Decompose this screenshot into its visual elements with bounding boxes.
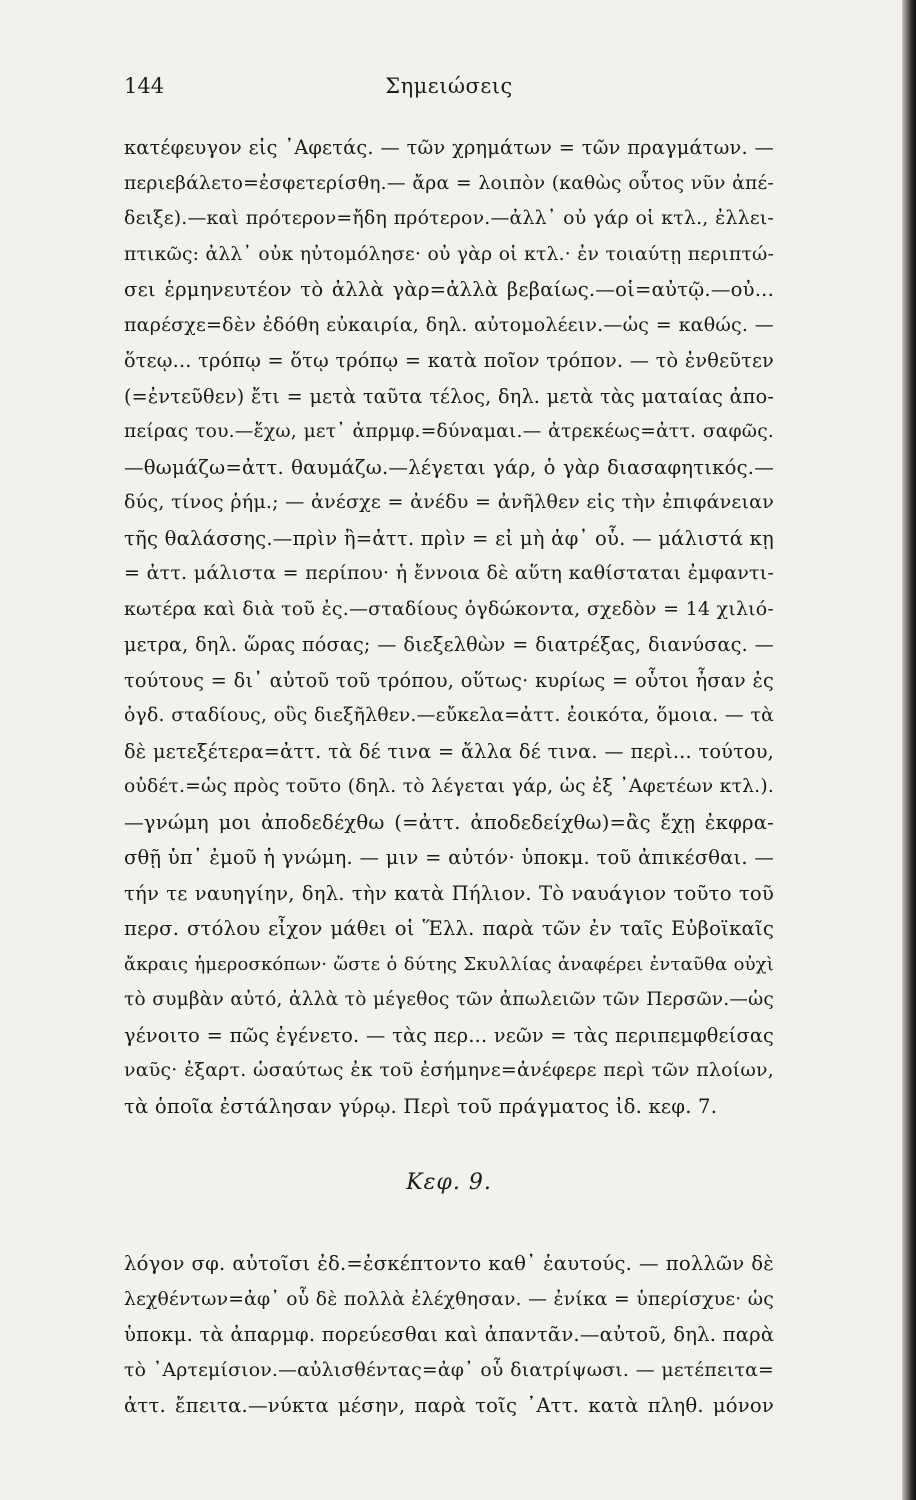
text-line: παρέσχε=δὲν ἐδόθη εὐκαιρία, δηλ. αὐτομολέειν.—ὡς = καθώς. — (124, 313, 774, 336)
text-line: τῆς θαλάσσης.—πρὶν ἢ=ἀττ. πρὶν = εἰ μὴ ἀφ᾽ οὗ. — μάλιστά κῃ (124, 526, 774, 550)
text-line: κωτέρα καὶ διὰ τοῦ ἐς.—σταδίους ὀγδώκοντα, σχεδὸν = 14 χιλιό- (124, 597, 774, 620)
text-line: λόγον σφ. αὐτοῖσι ἐδ.=ἐσκέπτοντο καθ᾽ ἑαυτούς. — πολλῶν δὲ (124, 1252, 774, 1275)
text-line: ὅτεῳ... τρόπῳ = ὅτῳ τρόπῳ = κατὰ ποῖον τρόπον. — τὸ ἐνθεῦτεν (124, 349, 774, 372)
text-line: πτικῶς: ἀλλ᾽ οὐκ ηὐτομόλησε· οὐ γὰρ οἱ κτλ.· ἐν τοιαύτῃ περιπτώ- (124, 243, 774, 265)
text-line: τὸ ᾿Αρτεμίσιον.—αὐλισθέντας=ἀφ᾽ οὗ διατρίψωσι. — μετέπειτα= (124, 1359, 774, 1381)
chapter-heading: Κεφ. 9. (406, 1170, 492, 1195)
text-line: οὐδέτ.=ὡς πρὸς τοῦτο (δηλ. τὸ λέγεται γάρ, ὡς ἐξ ᾿Αφετέων κτλ.). (124, 776, 774, 797)
text-line: περιεβάλετο=ἐσφετερίσθη.— ἄρα = λοιπὸν (καθὼς οὗτος νῦν ἀπέ- (124, 172, 774, 194)
running-head (124, 74, 774, 104)
text-line: πείρας του.—ἔχω, μετ᾽ ἀπρμφ.=δύναμαι.— ἀτρεκέως=ἀττ. σαφῶς. (124, 421, 774, 442)
text-line: γένοιτο = πῶς ἐγένετο. — τὰς περ... νεῶν = τὰς περιπεμφθείσας (124, 1023, 774, 1047)
text-line: (=ἐντεῦθεν) ἔτι = μετὰ ταῦτα τέλος, δηλ. μετὰ τὰς ματαίας ἀπο- (124, 384, 774, 408)
text-line: —γνώμη μοι ἀποδεδέχθω (=ἀττ. ἀποδεδείχθω)=ἂς ἔχῃ ἐκφρα- (124, 810, 774, 834)
text-line: λεχθέντων=ἀφ᾽ οὗ δὲ πολλὰ ἐλέχθησαν. — ἐνίκα = ὑπερίσχυε· ὡς (124, 1288, 774, 1310)
chapter-notes-text (124, 1246, 774, 1424)
running-title: Σημειώσεις (385, 74, 513, 98)
text-line: σει ἑρμηνευτέον τὸ ἀλλὰ γὰρ=ἀλλὰ βεβαίως.—οἱ=αὐτῷ.—οὐ... (124, 278, 774, 301)
text-line: δὲ μετεξέτερα=ἀττ. τὰ δέ τινα = ἄλλα δέ τινα. — περὶ... τούτου, (124, 739, 774, 763)
text-line: τὸ συμβὰν αὐτό, ἀλλὰ τὸ μέγεθος τῶν ἀπωλειῶν τῶν Περσῶν.—ὡς (124, 989, 774, 1010)
text-line: —θωμάζω=ἀττ. θαυμάζω.—λέγεται γάρ, ὁ γὰρ διασαφητικός.— (124, 455, 774, 479)
text-line: ὑποκμ. τὰ ἀπαρμφ. πορεύεσθαι καὶ ἀπαντᾶν.—αὐτοῦ, δηλ. παρὰ (124, 1323, 775, 1346)
text-line: = ἀττ. μάλιστα = περίπου· ἡ ἔννοια δὲ αὕτη καθίσταται ἐμφαντι- (124, 562, 774, 584)
text-line: δύς, τίνος ῥήμ.; — ἀνέσχε = ἀνέδυ = ἀνῆλθεν εἰς τὴν ἐπιφάνειαν (124, 491, 774, 513)
text-line: μετρα, δηλ. ὥρας πόσας; — διεξελθὼν = διατρέξας, διανύσας. — (124, 633, 774, 656)
text-line: κατέφευγον εἰς ᾿Αφετάς. — τῶν χρημάτων = τῶν πραγμάτων. — (124, 136, 774, 159)
text-line: περσ. στόλου εἶχον μάθει οἱ Ἕλλ. παρὰ τῶν ἐν ταῖς Εὐβοϊκαῖς (124, 917, 774, 940)
text-line: ὀγδ. σταδίους, οὓς διεξῆλθεν.—εὔκελα=ἀττ. ἐοικότα, ὅμοια. — τὰ (124, 705, 774, 726)
text-line: ἀττ. ἔπειτα.—νύκτα μέσην, παρὰ τοῖς ᾿Αττ. κατὰ πληθ. μόνον (124, 1394, 774, 1417)
page-number: 144 (124, 74, 165, 98)
text-line: ἄκραις ἡμεροσκόπων· ὥστε ὁ δύτης Σκυλλίας ἀναφέρει ἐνταῦθα οὐχὶ (124, 953, 774, 975)
text-line: τήν τε ναυηγίην, δηλ. τὴν κατὰ Πήλιον. Τὸ ναυάγιον τοῦτο τοῦ (124, 881, 774, 905)
text-line: τὰ ὁποῖα ἐστάλησαν γύρῳ. Περὶ τοῦ πράγματος ἰδ. κεφ. 7. (124, 1094, 718, 1118)
text-line: τούτους = δι᾽ αὐτοῦ τοῦ τρόπου, οὕτως· κυρίως = οὗτοι ἦσαν ἐς (124, 668, 774, 692)
notes-text (124, 130, 774, 1124)
text-line: σθῇ ὑπ᾽ ἐμοῦ ἡ γνώμη. — μιν = αὐτόν· ὑποκμ. τοῦ ἀπικέσθαι. — (124, 846, 774, 869)
text-line: ναῦς· ἐξαρτ. ὡσαύτως ἐκ τοῦ ἐσήμηνε=ἀνέφερε περὶ τῶν πλοίων, (124, 1059, 774, 1081)
text-line: δειξε).—καὶ πρότερον=ἤδη πρότερον.—ἀλλ᾽ οὐ γάρ οἱ κτλ., ἐλλει- (124, 207, 774, 229)
scan-page-edge (902, 0, 916, 1500)
